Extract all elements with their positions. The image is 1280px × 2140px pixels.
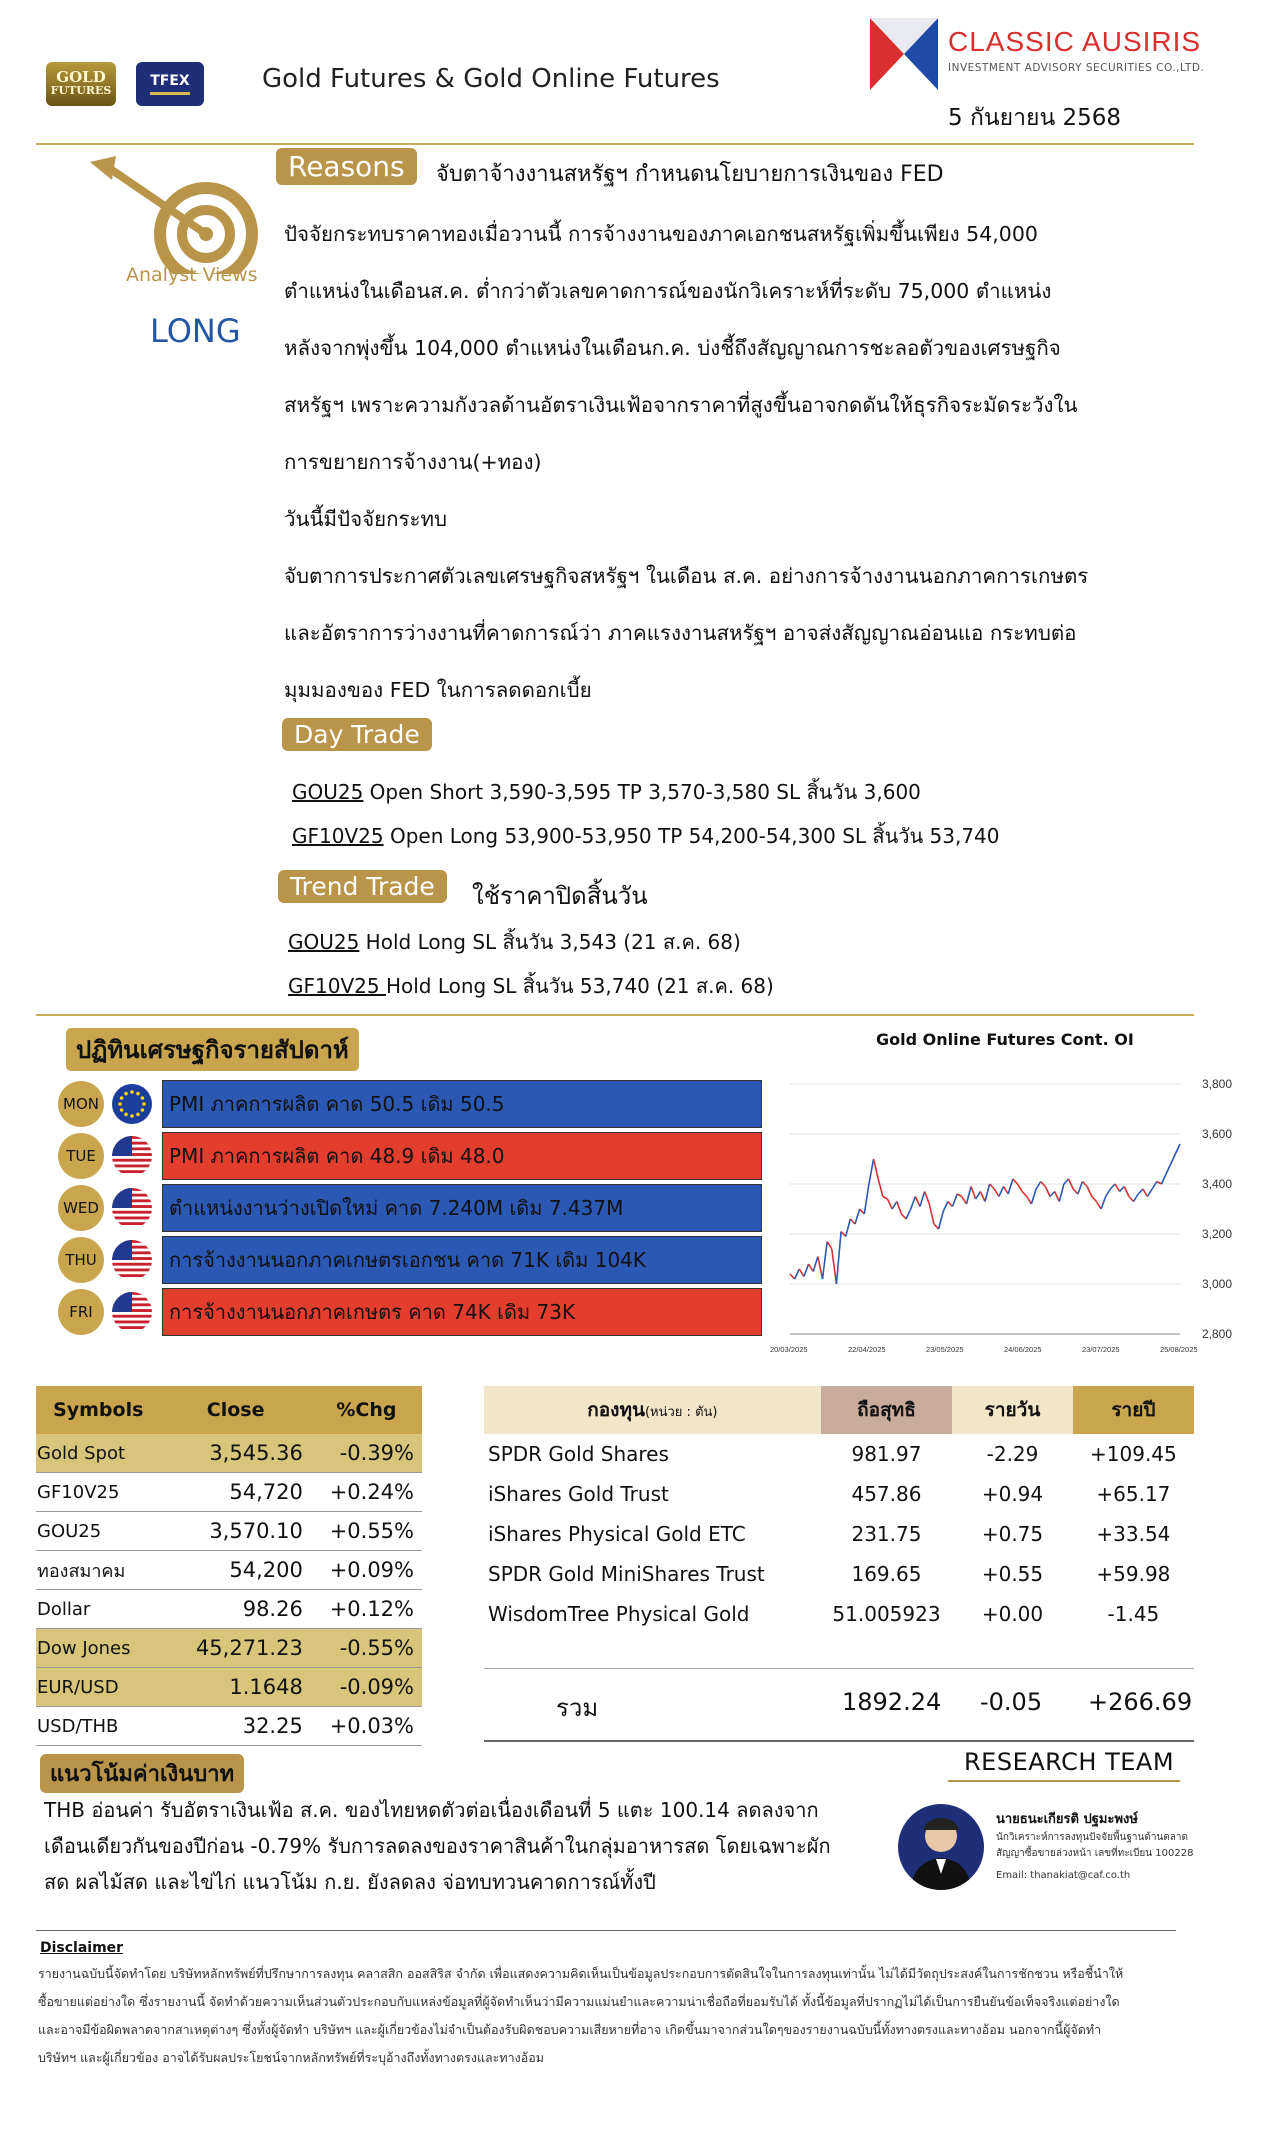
chart-series-segment	[813, 1257, 818, 1272]
fund-name: SPDR Gold MiniShares Trust	[488, 1562, 765, 1586]
fund-day: +0.55	[981, 1562, 1044, 1586]
fund-year: -1.45	[1107, 1602, 1160, 1626]
research-divider	[948, 1780, 1180, 1782]
trade-symbol: GOU25	[292, 780, 364, 804]
day-badge: THU	[58, 1237, 104, 1283]
chart-series-segment	[1115, 1184, 1120, 1192]
chart-series-segment	[915, 1197, 920, 1207]
reason-line: สหรัฐฯ เพราะความกังวลด้านอัตราเงินเฟ้อจากราคาที่สูงขึ้นอาจกดดันให้ธุรกิจระมัดระวังใน	[284, 393, 1078, 417]
chart-series-segment	[799, 1269, 804, 1277]
target-arrow-icon	[86, 154, 276, 274]
chart-series-segment	[1166, 1164, 1171, 1174]
disclaimer-line: และอาจมีข้อผิดพลาดจากสาเหตุต่างๆ ซึ่งทั้งผู้จัดทำ บริษัทฯ และผู้เกี่ยวข้องไม่จำเป็นต้องรับผิดชอบความเสียหายที่อาจ เกิดขึ้นมาจากส่วนใดๆของรายงานฉบับนี้ทั้งทางตรงและทางอ้อม นอกจากนี้ผู้จัดทำ	[38, 2022, 1102, 2037]
chart-series-segment	[850, 1219, 855, 1224]
day-trade-item	[292, 770, 1000, 814]
fund-year: +65.17	[1096, 1482, 1171, 1506]
footer-divider	[36, 1930, 1176, 1931]
chart-series-segment	[1101, 1197, 1106, 1210]
symbol-row	[36, 1512, 422, 1551]
person-icon	[898, 1804, 984, 1890]
chart-x-tick: 22/04/2025	[848, 1345, 886, 1354]
trend-trade-item	[288, 920, 774, 964]
chart-series-segment	[929, 1204, 934, 1224]
brand-subtitle: INVESTMENT ADVISORY SECURITIES CO.,LTD.	[948, 62, 1205, 74]
analyst-view-value: LONG	[150, 312, 241, 350]
chart-title: Gold Online Futures Cont. OI	[876, 1030, 1134, 1049]
thb-body	[44, 1792, 894, 1900]
reasons-body	[284, 206, 1244, 719]
calendar-event-row	[56, 1080, 766, 1128]
calendar-event-row	[56, 1288, 766, 1336]
symbol-close: 3,545.36	[160, 1434, 310, 1473]
us-flag-icon	[112, 1136, 152, 1176]
chart-series-segment	[1059, 1184, 1064, 1202]
chart-y-tick: 3,600	[1202, 1127, 1233, 1141]
chart-series-segment	[962, 1197, 967, 1205]
chart-x-tick: 23/07/2025	[1082, 1345, 1120, 1354]
chart-series-segment	[948, 1202, 953, 1207]
chart-series-segment	[966, 1187, 971, 1205]
chart-series-segment	[818, 1257, 823, 1280]
chart-series-segment	[1031, 1189, 1036, 1204]
chart-series-segment	[874, 1159, 879, 1179]
fund-year: +109.45	[1090, 1442, 1177, 1466]
fund-net: 51.005923	[832, 1602, 941, 1626]
symbol-row	[36, 1434, 422, 1473]
trend-trade-list	[288, 920, 774, 1008]
symbol-close: 1.1648	[160, 1668, 310, 1707]
calendar-event-bar: PMI ภาคการผลิต คาด 50.5 เดิม 50.5	[162, 1080, 762, 1128]
calendar-event-row	[56, 1236, 766, 1284]
us-flag-icon	[112, 1188, 152, 1228]
chart-y-tick: 3,200	[1202, 1227, 1233, 1241]
total-row	[484, 1684, 1194, 1724]
fund-row	[484, 1594, 1194, 1634]
fund-name: WisdomTree Physical Gold	[488, 1602, 750, 1626]
etf-holdings-table	[484, 1386, 1194, 1634]
chart-x-tick: 23/05/2025	[926, 1345, 964, 1354]
chart-series-segment	[1129, 1197, 1134, 1202]
chart-series-segment	[920, 1192, 925, 1207]
trend-trade-item	[288, 964, 774, 1008]
chart-series-segment	[994, 1189, 999, 1197]
chart-series-segment	[1148, 1189, 1153, 1197]
reasons-title: จับตาจ้างงานสหรัฐฯ กำหนดนโยบายการเงินของ FED	[436, 162, 944, 187]
fund-unit: (หน่วย : ตัน)	[644, 1405, 718, 1420]
trade-symbol: GF10V25	[288, 974, 386, 998]
symbol-chg: -0.55%	[311, 1629, 422, 1668]
disclaimer-line: ซื้อขายแต่อย่างใด ซึ่งรายงานนี้ จัดทำด้วยความเห็นส่วนตัวประกอบกับแหล่งข้อมูลที่ผู้จัดทำเห็นว่ามีความแม่นยำและความน่าเชื่อถือที่ยอมรับได้ ทั้งนี้ข้อมูลที่ปรากฏไม่ได้เป็นการยืนยันข้อเท็จจริงแต่อย่างใด	[38, 1994, 1120, 2009]
chart-series-segment	[911, 1197, 916, 1210]
gold-badge-line1: GOLD	[56, 68, 106, 86]
thb-line: สด ผลไม้สด และไข่ไก่ แนวโน้ม ก.ย. ยังลดลง จ่อทบทวนคาดการณ์ทั้งปี	[44, 1870, 656, 1894]
chart-series-segment	[943, 1202, 948, 1212]
col-net: ถือสุทธิ	[821, 1386, 952, 1434]
reason-line: และอัตราการว่างงานที่คาดการณ์ว่า ภาคแรงงานสหรัฐฯ อาจส่งสัญญาณอ่อนแอ กระทบต่อ	[284, 621, 1077, 645]
day-badge: TUE	[58, 1133, 104, 1179]
fund-row	[484, 1474, 1194, 1514]
symbol-chg: +0.03%	[311, 1707, 422, 1746]
chart-series-segment	[888, 1199, 893, 1209]
chart-series-segment	[864, 1184, 869, 1214]
trade-detail: Hold Long SL สิ้นวัน 53,740 (21 ส.ค. 68)	[385, 974, 774, 998]
symbol-name: Gold Spot	[36, 1434, 160, 1473]
analyst-views-label: Analyst Views	[126, 264, 258, 286]
analyst-role: นักวิเคราะห์การลงทุนปัจจัยพื้นฐานด้านตลาดสัญญาซื้อขายล่วงหน้า เลขที่ทะเบียน 100228	[996, 1832, 1194, 1859]
chart-series-segment	[1175, 1144, 1180, 1154]
chart-series-segment	[832, 1249, 837, 1284]
fund-header: กองทุน	[587, 1399, 645, 1421]
reason-line: มุมมองของ FED ในการลดดอกเบี้ย	[284, 678, 592, 702]
symbol-name: GOU25	[36, 1512, 160, 1551]
day-badge: MON	[58, 1081, 104, 1127]
reason-line: วันนี้มีปัจจัยกระทบ	[284, 507, 448, 531]
gold-badge-line2: FUTURES	[50, 84, 112, 97]
oi-chart	[770, 1022, 1250, 1362]
symbol-close: 98.26	[160, 1590, 310, 1629]
chart-series-segment	[971, 1187, 976, 1200]
analyst-email: Email: thanakiat@caf.co.th	[996, 1870, 1131, 1881]
chart-y-tick: 2,800	[1202, 1327, 1233, 1341]
disclaimer-body	[38, 1960, 1238, 2072]
chart-series-segment	[804, 1264, 809, 1277]
chart-series-segment	[1036, 1182, 1041, 1190]
disclaimer-line: รายงานฉบับนี้จัดทำโดย บริษัทหลักทรัพย์ที่ปรึกษาการลงทุน คลาสสิก ออสสิริส จำกัด เพื่อแสดงความคิดเห็นเป็นข้อมูลประกอบการตัดสินใจในการลงทุนเท่านั้น ไม่ได้มีวัตถุประสงค์ในการชักชวน หรือชี้นำให้	[38, 1966, 1124, 1981]
calendar-label: ปฏิทินเศรษฐกิจรายสัปดาห์	[66, 1028, 359, 1071]
chart-series-segment	[1092, 1197, 1097, 1202]
classic-ausiris-logo-icon	[870, 18, 938, 90]
chart-series-segment	[1008, 1179, 1013, 1194]
symbol-chg: +0.09%	[311, 1551, 422, 1590]
chart-series-segment	[1120, 1187, 1125, 1192]
chart-series-segment	[790, 1274, 795, 1279]
trend-trade-label: Trend Trade	[278, 870, 447, 903]
fund-day: +0.75	[981, 1522, 1044, 1546]
chart-series-segment	[1050, 1192, 1055, 1197]
header-divider	[36, 143, 1194, 145]
chart-series-segment	[883, 1197, 888, 1200]
chart-series-segment	[1161, 1174, 1166, 1184]
funds-divider-top	[484, 1668, 1194, 1669]
chart-series-segment	[1106, 1189, 1111, 1197]
calendar-event-row	[56, 1132, 766, 1180]
chart-series-segment	[976, 1192, 981, 1200]
chart-series-segment	[925, 1192, 930, 1205]
chart-series-segment	[1110, 1184, 1115, 1189]
calendar-event-bar: การจ้างงานนอกภาคเกษตร คาด 74K เดิม 73K	[162, 1288, 762, 1336]
symbol-close: 3,570.10	[160, 1512, 310, 1551]
fund-day: -2.29	[986, 1442, 1039, 1466]
chart-series-segment	[985, 1184, 990, 1202]
chart-series-segment	[1124, 1187, 1129, 1197]
reason-line: การขยายการจ้างงาน(+ทอง)	[284, 450, 542, 474]
trade-symbol: GOU25	[288, 930, 360, 954]
fund-day: +0.00	[981, 1602, 1044, 1626]
total-year: +266.69	[1088, 1688, 1193, 1716]
disclaimer-line: บริษัทฯ และผู้เกี่ยวข้อง อาจได้รับผลประโยชน์จากหลักทรัพย์ที่ระบุอ้างถึงทั้งทางตรงและทางอ้อม	[38, 2050, 544, 2065]
fund-day: +0.94	[981, 1482, 1044, 1506]
chart-series-segment	[1138, 1189, 1143, 1194]
calendar-event-bar: ตำแหน่งงานว่างเปิดใหม่ คาด 7.240M เดิม 7.437M	[162, 1184, 762, 1232]
symbol-row	[36, 1707, 422, 1746]
us-flag-icon	[112, 1240, 152, 1280]
symbol-name: EUR/USD	[36, 1668, 160, 1707]
symbol-chg: -0.09%	[311, 1668, 422, 1707]
reason-line: หลังจากพุ่งขึ้น 104,000 ตำแหน่งในเดือนก.ค. บ่งชี้ถึงสัญญาณการชะลอตัวของเศรษฐกิจ	[284, 336, 1061, 360]
total-label: รวม	[556, 1694, 599, 1722]
day-badge: WED	[58, 1185, 104, 1231]
chart-x-tick: 24/06/2025	[1004, 1345, 1042, 1354]
chart-y-tick: 3,000	[1202, 1277, 1233, 1291]
chart-y-tick: 3,400	[1202, 1177, 1233, 1191]
section-divider	[36, 1014, 1194, 1016]
symbol-close: 54,200	[160, 1551, 310, 1590]
calendar-event-bar: PMI ภาคการผลิต คาด 48.9 เดิม 48.0	[162, 1132, 762, 1180]
trade-detail: Open Short 3,590-3,595 TP 3,570-3,580 SL สิ้นวัน 3,600	[363, 780, 921, 804]
chart-series-segment	[1143, 1189, 1148, 1197]
symbol-close: 32.25	[160, 1707, 310, 1746]
symbol-row	[36, 1668, 422, 1707]
symbol-row	[36, 1551, 422, 1590]
tfex-badge-text: TFEX	[150, 73, 190, 89]
trade-symbol: GF10V25	[292, 824, 384, 848]
total-day: -0.05	[980, 1688, 1043, 1716]
chart-series-segment	[892, 1202, 897, 1210]
chart-series-segment	[939, 1212, 944, 1230]
symbol-row	[36, 1629, 422, 1668]
analyst-name: นายธนะเกียรติ ปฐมะพงษ์	[996, 1812, 1138, 1827]
chart-series-segment	[795, 1269, 800, 1279]
col-year: รายปี	[1073, 1386, 1194, 1434]
chart-series-segment	[953, 1194, 958, 1207]
chart-series-segment	[1073, 1189, 1078, 1194]
symbol-name: GF10V25	[36, 1473, 160, 1512]
day-trade-list	[292, 770, 1000, 858]
chart-series-segment	[860, 1209, 865, 1214]
chart-series-segment	[823, 1242, 828, 1280]
trend-trade-note: ใช้ราคาปิดสิ้นวัน	[472, 882, 648, 910]
fund-row	[484, 1514, 1194, 1554]
chart-series-segment	[1027, 1197, 1032, 1205]
symbol-chg: +0.24%	[311, 1473, 422, 1512]
brand-name: CLASSIC AUSIRIS	[948, 26, 1202, 57]
chart-svg	[770, 1022, 1250, 1362]
report-date: 5 กันยายน 2568	[948, 105, 1122, 131]
day-badge: FRI	[58, 1289, 104, 1335]
fund-name: iShares Physical Gold ETC	[488, 1522, 746, 1546]
fund-name: iShares Gold Trust	[488, 1482, 669, 1506]
chart-series-segment	[1064, 1179, 1069, 1184]
chart-series-segment	[827, 1242, 832, 1250]
thb-label: แนวโน้มค่าเงินบาท	[40, 1754, 244, 1793]
day-trade-item	[292, 814, 1000, 858]
symbol-chg: +0.12%	[311, 1590, 422, 1629]
chart-series-segment	[934, 1224, 939, 1229]
chart-series-segment	[1171, 1154, 1176, 1164]
chart-series-segment	[1152, 1182, 1157, 1190]
tfex-logo	[136, 62, 204, 106]
chart-series-segment	[878, 1179, 883, 1197]
fund-row	[484, 1554, 1194, 1594]
col-symbols: Symbols	[36, 1386, 160, 1434]
chart-series-segment	[855, 1209, 860, 1224]
chart-series-segment	[1078, 1182, 1083, 1195]
chart-series-segment	[1055, 1192, 1060, 1202]
symbol-chg: -0.39%	[311, 1434, 422, 1473]
reasons-label: Reasons	[276, 148, 417, 185]
chart-x-tick: 20/03/2025	[770, 1345, 808, 1354]
chart-series-segment	[1022, 1192, 1027, 1197]
research-team-label: RESEARCH TEAM	[964, 1748, 1175, 1776]
us-flag-icon	[112, 1292, 152, 1332]
funds-divider-bottom	[484, 1740, 1194, 1742]
chart-series-segment	[836, 1232, 841, 1285]
chart-series-segment	[906, 1209, 911, 1219]
fund-net: 981.97	[851, 1442, 922, 1466]
trade-detail: Open Long 53,900-53,950 TP 54,200-54,300 SL สิ้นวัน 53,740	[383, 824, 1000, 848]
fund-net: 457.86	[851, 1482, 922, 1506]
chart-y-tick: 3,800	[1202, 1077, 1233, 1091]
fund-year: +33.54	[1096, 1522, 1171, 1546]
chart-series-segment	[1096, 1202, 1101, 1210]
reason-line: จับตาการประกาศตัวเลขเศรษฐกิจสหรัฐฯ ในเดือน ส.ค. อย่างการจ้างงานนอกภาคการเกษตร	[284, 564, 1089, 588]
total-net: 1892.24	[842, 1688, 942, 1716]
fund-name: SPDR Gold Shares	[488, 1442, 669, 1466]
chart-series-segment	[1013, 1179, 1018, 1184]
analyst-avatar	[898, 1804, 984, 1890]
eu-flag-icon	[112, 1084, 152, 1124]
chart-series-segment	[1004, 1187, 1009, 1195]
fund-row	[484, 1434, 1194, 1474]
symbol-name: ทองสมาคม	[36, 1551, 160, 1590]
symbol-chg: +0.55%	[311, 1512, 422, 1551]
chart-series-segment	[957, 1194, 962, 1197]
chart-series-segment	[901, 1214, 906, 1219]
chart-x-tick: 25/08/2025	[1160, 1345, 1198, 1354]
chart-series-segment	[869, 1159, 874, 1184]
trade-detail: Hold Long SL สิ้นวัน 3,543 (21 ส.ค. 68)	[359, 930, 741, 954]
symbol-row	[36, 1473, 422, 1512]
reason-line: ตำแหน่งในเดือนส.ค. ต่ำกว่าตัวเลขคาดการณ์ของนักวิเคราะห์ที่ระดับ 75,000 ตำแหน่ง	[284, 279, 1052, 303]
col-day: รายวัน	[952, 1386, 1073, 1434]
symbol-row	[36, 1590, 422, 1629]
thb-line: THB อ่อนค่า รับอัตราเงินเฟ้อ ส.ค. ของไทยหดตัวต่อเนื่องเดือนที่ 5 แตะ 100.14 ลดลงจาก	[44, 1798, 819, 1822]
col-close: Close	[160, 1386, 310, 1434]
col-fund	[484, 1386, 821, 1434]
chart-series-segment	[999, 1187, 1004, 1197]
chart-series-segment	[1087, 1187, 1092, 1197]
calendar-event-bar: การจ้างงานนอกภาคเกษตรเอกชน คาด 71K เดิม 104K	[162, 1236, 762, 1284]
symbol-close: 54,720	[160, 1473, 310, 1512]
calendar-event-row	[56, 1184, 766, 1232]
col-chg: %Chg	[311, 1386, 422, 1434]
fund-net: 169.65	[851, 1562, 922, 1586]
disclaimer-title: Disclaimer	[40, 1940, 124, 1956]
symbol-close: 45,271.23	[160, 1629, 310, 1668]
reason-line: ปัจจัยกระทบราคาทองเมื่อวานนี้ การจ้างงานของภาคเอกชนสหรัฐเพิ่มขึ้นเพียง 54,000	[284, 222, 1038, 246]
chart-series-segment	[1134, 1194, 1139, 1202]
chart-series-segment	[990, 1184, 995, 1189]
chart-series-segment	[980, 1192, 985, 1202]
symbol-name: Dollar	[36, 1590, 160, 1629]
chart-series-segment	[897, 1202, 902, 1215]
gold-futures-logo	[46, 62, 116, 106]
symbol-name: USD/THB	[36, 1707, 160, 1746]
chart-series-segment	[1045, 1187, 1050, 1197]
day-trade-label: Day Trade	[282, 718, 432, 751]
fund-year: +59.98	[1096, 1562, 1171, 1586]
chart-series-segment	[809, 1264, 814, 1272]
symbol-name: Dow Jones	[36, 1629, 160, 1668]
fund-net: 231.75	[851, 1522, 922, 1546]
chart-series-segment	[1018, 1184, 1023, 1192]
thb-line: เดือนเดียวกันของปีก่อน -0.79% รับการลดลงของราคาสินค้าในกลุ่มอาหารสด โดยเฉพาะผัก	[44, 1834, 831, 1858]
page-title: Gold Futures & Gold Online Futures	[262, 64, 720, 94]
symbols-table	[36, 1386, 422, 1746]
